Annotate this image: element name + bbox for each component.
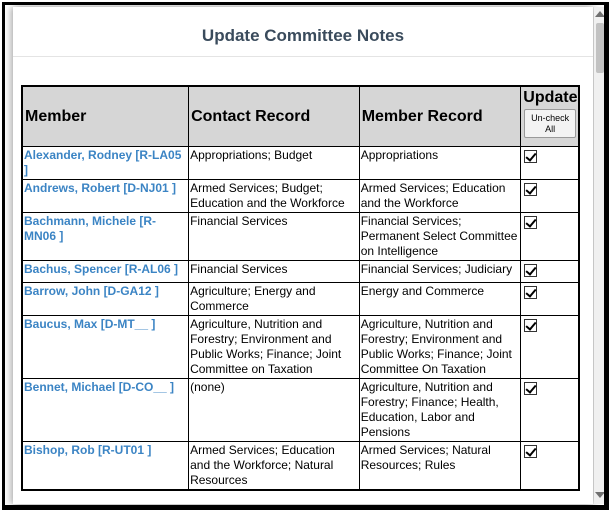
member-cell: [22, 179, 189, 212]
table-row: [22, 315, 579, 378]
member-cell: [22, 282, 189, 315]
contact-record-cell: Agriculture; Energy and Commerce: [189, 282, 360, 315]
member-cell: [22, 441, 189, 490]
member-link[interactable]: Baucus, Max [D-MT__ ]: [24, 316, 156, 331]
window-frame: [2, 2, 609, 510]
update-cell: [521, 378, 579, 441]
scroll-down-arrow-icon[interactable]: [595, 492, 605, 498]
member-cell: [22, 212, 189, 260]
member-link[interactable]: Bachmann, Michele [R-MN06 ]: [24, 213, 157, 243]
update-checkbox[interactable]: [524, 264, 537, 277]
member-link[interactable]: Bachus, Spencer [R-AL06 ]: [24, 261, 179, 276]
dialog-title: Update Committee Notes: [13, 7, 593, 57]
update-committee-notes-dialog: [13, 7, 593, 504]
member-cell: [22, 260, 189, 282]
committee-table-container: [21, 85, 581, 504]
update-cell: [521, 315, 579, 378]
update-checkbox[interactable]: [524, 183, 537, 196]
contact-record-cell: Armed Services; Education and the Workforce; Natural Resources: [189, 441, 360, 490]
table-row: [22, 179, 579, 212]
table-header-row: [22, 86, 579, 146]
vertical-scrollbar[interactable]: [594, 7, 606, 504]
update-checkbox[interactable]: [524, 319, 537, 332]
member-record-cell: Appropriations: [359, 146, 521, 179]
update-checkbox[interactable]: [524, 382, 537, 395]
update-cell: [521, 260, 579, 282]
member-record-cell: Agriculture, Nutrition and Forestry; Finance; Health, Education, Labor and Pensions: [359, 378, 521, 441]
update-cell: [521, 146, 579, 179]
update-cell: [521, 212, 579, 260]
column-header-member: Member: [22, 86, 189, 146]
table-row: [22, 260, 579, 282]
member-cell: [22, 378, 189, 441]
column-header-update: [521, 86, 579, 146]
member-link[interactable]: Bishop, Rob [R-UT01 ]: [24, 442, 152, 457]
table-row: [22, 282, 579, 315]
member-record-cell: Armed Services; Education and the Workforce: [359, 179, 521, 212]
contact-record-cell: Agriculture, Nutrition and Forestry; Environment and Public Works; Finance; Joint Committee on Taxation: [189, 315, 360, 378]
contact-record-cell: Armed Services; Budget; Education and the Workforce: [189, 179, 360, 212]
member-link[interactable]: Barrow, John [D-GA12 ]: [24, 283, 159, 298]
member-record-cell: Agriculture, Nutrition and Forestry; Environment and Public Works; Finance; Joint Committee On Taxation: [359, 315, 521, 378]
uncheck-all-button[interactable]: Un-check All: [524, 109, 576, 138]
member-link[interactable]: Alexander, Rodney [R-LA05 ]: [24, 147, 182, 177]
member-record-cell: Energy and Commerce: [359, 282, 521, 315]
member-record-cell: Financial Services; Permanent Select Committee on Intelligence: [359, 212, 521, 260]
scrollbar-thumb[interactable]: [596, 23, 604, 73]
scroll-up-arrow-icon[interactable]: [595, 11, 605, 17]
column-header-member-record: Member Record: [359, 86, 521, 146]
member-cell: [22, 315, 189, 378]
contact-record-cell: Financial Services: [189, 260, 360, 282]
member-record-cell: Armed Services; Natural Resources; Rules: [359, 441, 521, 490]
update-cell: [521, 441, 579, 490]
contact-record-cell: Appropriations; Budget: [189, 146, 360, 179]
committee-table: [21, 85, 580, 491]
update-checkbox[interactable]: [524, 150, 537, 163]
update-cell: [521, 179, 579, 212]
column-header-contact-record: Contact Record: [189, 86, 360, 146]
update-checkbox[interactable]: [524, 286, 537, 299]
contact-record-cell: (none): [189, 378, 360, 441]
update-header-label: Update: [523, 89, 578, 106]
table-row: [22, 212, 579, 260]
member-record-cell: Financial Services; Judiciary: [359, 260, 521, 282]
update-checkbox[interactable]: [524, 445, 537, 458]
table-row: [22, 441, 579, 490]
update-checkbox[interactable]: [524, 216, 537, 229]
member-cell: [22, 146, 189, 179]
member-link[interactable]: Bennet, Michael [D-CO__ ]: [24, 379, 175, 394]
update-cell: [521, 282, 579, 315]
member-link[interactable]: Andrews, Robert [D-NJ01 ]: [24, 180, 177, 195]
table-row: [22, 146, 579, 179]
contact-record-cell: Financial Services: [189, 212, 360, 260]
table-row: [22, 378, 579, 441]
